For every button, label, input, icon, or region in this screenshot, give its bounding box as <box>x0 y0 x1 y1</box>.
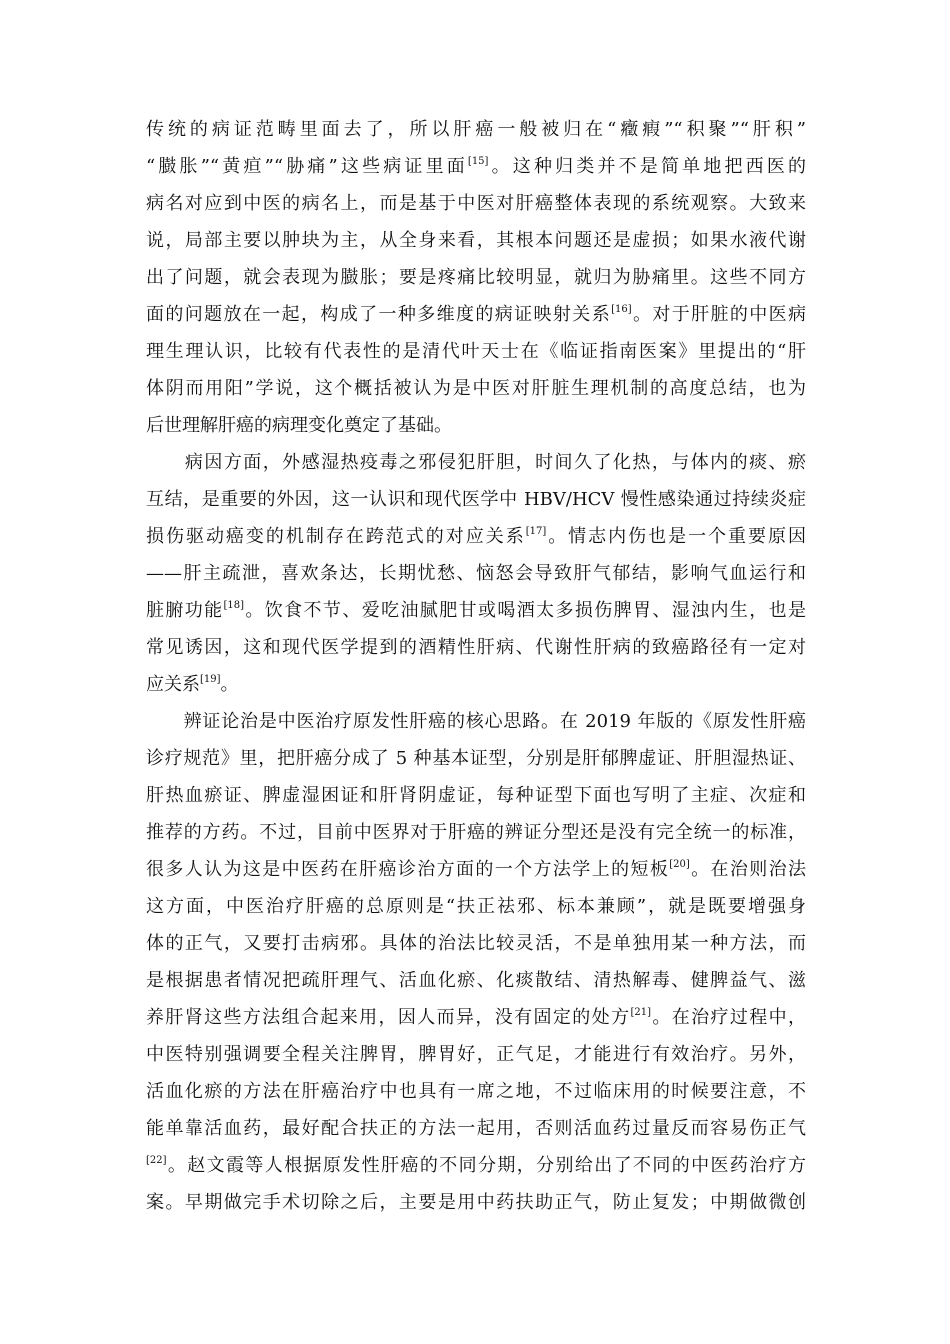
citation-marker: [21] <box>630 1007 651 1018</box>
text-segment: 。赵文霞等人根据原发性肝癌的不同分期，分别给出了不同的中医药治疗方 <box>166 1155 806 1176</box>
text-line <box>146 111 806 148</box>
paragraph <box>146 111 806 444</box>
text-segment: 。这种归类并不是简单地把西医的 <box>488 156 806 177</box>
text-segment: 互结，是重要的外因，这一认识和现代医学中 HBV/HCV 慢性感染通过持续炎症 <box>146 489 806 510</box>
text-segment: 。在治则治法 <box>689 859 807 880</box>
text-line <box>146 703 806 740</box>
text-segment: 面的问题放在一起，构成了一种多维度的病证映射关系 <box>146 304 612 325</box>
text-segment: 。在治疗过程中， <box>650 1007 807 1028</box>
citation-marker: [16] <box>611 304 632 315</box>
text-segment: 诊疗规范》里，把肝癌分成了 5 种基本证型，分别是肝郁脾虚证、肝胆湿热证、 <box>146 748 806 769</box>
text-segment: 推荐的方药。不过，目前中医界对于肝癌的辨证分型还是没有完全统一的标准， <box>146 822 806 843</box>
text-line <box>146 296 806 333</box>
text-segment: 损伤驱动癌变的机制存在跨范式的对应关系 <box>146 526 526 547</box>
text-line <box>146 222 806 259</box>
citation-marker: [22] <box>146 1155 167 1166</box>
text-segment: 体的正气，又要打击病邪。具体的治法比较灵活，不是单独用某一种方法，而 <box>146 933 806 954</box>
text-line <box>146 592 806 629</box>
text-segment: 常见诱因，这和现代医学提到的酒精性肝病、代谢性肝病的致癌路径有一定对 <box>146 637 806 658</box>
text-segment: 案。早期做完手术切除之后，主要是用中药扶助正气，防止复发；中期做微创 <box>146 1192 806 1213</box>
text-segment: ——肝主疏泄，喜欢条达，长期忧愁、恼怒会导致肝气郁结，影响气血运行和 <box>146 563 806 584</box>
text-segment: 应关系 <box>146 674 200 695</box>
text-segment: 出了问题，就会表现为臌胀；要是疼痛比较明显，就归为胁痛里。这些不同方 <box>146 267 806 288</box>
text-segment: 。对于肝脏的中医病 <box>631 304 807 325</box>
text-segment: 。情志内伤也是一个重要原因 <box>546 526 807 547</box>
paragraph <box>146 444 806 703</box>
text-line <box>146 851 806 888</box>
text-line <box>146 740 806 777</box>
text-segment: 中医特别强调要全程关注脾胃，脾胃好，正气足，才能进行有效治疗。另外， <box>146 1044 806 1065</box>
text-segment: 能单靠活血药，最好配合扶正的方法一起用，否则活血药过量反而容易伤正气 <box>146 1118 806 1139</box>
citation-marker: [19] <box>200 674 221 685</box>
text-segment: 活血化瘀的方法在肝癌治疗中也具有一席之地，不过临床用的时候要注意，不 <box>146 1081 806 1102</box>
citation-marker: [15] <box>467 156 489 167</box>
text-line <box>146 999 806 1036</box>
text-segment: 体阴而用阳”学说，这个概括被认为是中医对肝脏生理机制的高度总结，也为 <box>146 378 806 399</box>
text-line <box>146 518 806 555</box>
text-line <box>146 481 806 518</box>
text-line <box>146 666 806 703</box>
text-line <box>146 333 806 370</box>
text-line <box>146 1110 806 1147</box>
text-segment: “臌胀”“黄疸”“胁痛”这些病证里面 <box>146 156 468 177</box>
text-line <box>146 962 806 999</box>
text-segment: 很多人认为这是中医药在肝癌诊治方面的一个方法学上的短板 <box>146 859 670 880</box>
text-segment: 养肝肾这些方法组合起来用，因人而异，没有固定的处方 <box>146 1007 631 1028</box>
text-line <box>146 259 806 296</box>
text-segment: 辨证论治是中医治疗原发性肝癌的核心思路。在 2019 年版的《原发性肝癌 <box>146 711 806 732</box>
text-line <box>146 1073 806 1110</box>
citation-marker: [17] <box>525 526 547 537</box>
text-segment: 肝热血瘀证、脾虚湿困证和肝肾阴虚证，每种证型下面也写明了主症、次症和 <box>146 785 806 806</box>
text-line <box>146 185 806 222</box>
text-segment: 脏腑功能 <box>146 600 224 621</box>
text-segment: 这方面，中医治疗肝癌的总原则是“扶正祛邪、标本兼顾”，就是既要增强身 <box>146 896 806 917</box>
text-segment: 病名对应到中医的病名上，而是基于中医对肝癌整体表现的系统观察。大致来 <box>146 193 806 214</box>
text-line <box>146 814 806 851</box>
citation-marker: [18] <box>223 600 245 611</box>
text-line <box>146 444 806 481</box>
text-line <box>146 1036 806 1073</box>
text-segment: 。饮食不节、爱吃油腻肥甘或喝酒太多损伤脾胃、湿浊内生，也是 <box>244 600 807 621</box>
text-line <box>146 629 806 666</box>
citation-marker: [20] <box>669 859 690 870</box>
text-segment: 传统的病证范畴里面去了，所以肝癌一般被归在“癥瘕”“积聚”“肝积” <box>146 119 806 140</box>
text-line <box>146 925 806 962</box>
text-line <box>146 1184 806 1221</box>
text-line <box>146 888 806 925</box>
text-segment: 。 <box>220 674 239 695</box>
text-line <box>146 148 806 185</box>
text-line <box>146 777 806 814</box>
text-segment: 说，局部主要以肿块为主，从全身来看，其根本问题还是虚损；如果水液代谢 <box>146 230 806 251</box>
text-line <box>146 1147 806 1184</box>
text-segment: 后世理解肝癌的病理变化奠定了基础。 <box>146 415 452 436</box>
text-line <box>146 370 806 407</box>
text-line <box>146 407 806 444</box>
text-segment: 是根据患者情况把疏肝理气、活血化瘀、化痰散结、清热解毒、健脾益气、滋 <box>146 970 806 991</box>
text-segment: 病因方面，外感湿热疫毒之邪侵犯肝胆，时间久了化热，与体内的痰、瘀 <box>146 452 806 473</box>
body-text <box>146 111 806 1221</box>
text-segment: 理生理认识，比较有代表性的是清代叶天士在《临证指南医案》里提出的“肝 <box>146 341 806 362</box>
paragraph <box>146 703 806 1221</box>
text-line <box>146 555 806 592</box>
